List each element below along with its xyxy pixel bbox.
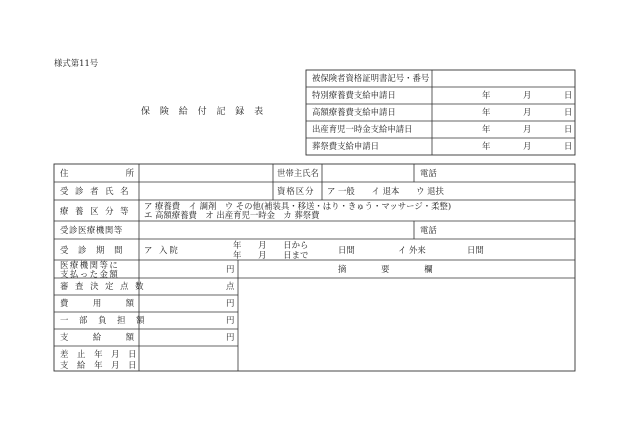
householder-label: 世帯主氏名 — [277, 168, 319, 178]
inpatient-option: ア 入院 — [144, 245, 180, 255]
care-type-options-2: エ 高額療養費 オ 出産育児一時金 カ 葬祭費 — [144, 210, 320, 220]
high-cost-day: 日 — [564, 107, 573, 117]
stop-date-label: 差 止 年 月 日 — [60, 349, 140, 359]
outpatient-days: 日間 — [467, 245, 484, 255]
payment-label: 支 給 額 — [60, 332, 134, 342]
cert-number-label: 被保険者資格証明書記号・番号 — [312, 73, 430, 83]
period-from: 年 月 日から — [233, 240, 309, 250]
cost-unit: 円 — [226, 298, 235, 308]
period-to: 年 月 日まで — [233, 250, 309, 260]
points-unit: 点 — [226, 281, 235, 291]
points-label: 審 査 決 定 点 数 — [60, 281, 146, 291]
copay-label: 一 部 負 担 額 — [60, 315, 149, 325]
facility-field[interactable] — [140, 222, 413, 238]
eligibility-label: 資格区分 — [277, 186, 315, 196]
high-cost-month: 月 — [523, 107, 532, 117]
high-cost-year: 年 — [482, 107, 491, 117]
funeral-year: 年 — [482, 141, 491, 151]
address-label: 住 所 — [60, 168, 134, 178]
pay-date-label: 支 給 年 月 日 — [60, 360, 140, 370]
special-care-month: 月 — [523, 90, 532, 100]
high-cost-date-label: 高額療養費支給申請日 — [312, 107, 396, 117]
remarks-label: 摘 要 欄 — [338, 264, 439, 274]
funeral-day: 日 — [564, 141, 573, 151]
childbirth-month: 月 — [523, 124, 532, 134]
funeral-date-label: 葬祭費支給申請日 — [312, 141, 379, 151]
patient-name-field[interactable] — [140, 183, 272, 199]
inpatient-days: 日間 — [338, 245, 355, 255]
care-type-options-1: ア 療養費 イ 調剤 ウ その他(補装具・移送・はり・きゅう・マッサージ・柔整) — [144, 201, 452, 211]
payment-unit: 円 — [226, 332, 235, 342]
childbirth-date-label: 出産育児一時金支給申請日 — [312, 124, 413, 134]
householder-field[interactable] — [323, 165, 413, 181]
cost-label: 費 用 額 — [60, 298, 134, 308]
paid-amount-label-2: 支払った金額 — [60, 269, 120, 279]
funeral-month: 月 — [523, 141, 532, 151]
cert-number-field[interactable] — [433, 71, 574, 86]
facility-phone-label: 電話 — [420, 225, 437, 235]
householder-phone-label: 電話 — [420, 168, 437, 178]
special-care-date-label: 特別療養費支給申請日 — [312, 90, 396, 100]
patient-name-label: 受 診 者 氏 名 — [60, 186, 131, 196]
eligibility-options: ア 一般 イ 退本 ウ 退扶 — [327, 186, 444, 196]
care-type-label: 療 養 区 分 等 — [60, 206, 131, 216]
period-label: 受 診 期 間 — [60, 245, 126, 255]
outpatient-option: イ 外来 — [398, 245, 426, 255]
facility-label: 受診医療機関等 — [60, 225, 123, 235]
paid-amount-label-1: 医療機関等に — [60, 260, 120, 270]
special-care-year: 年 — [482, 90, 491, 100]
childbirth-year: 年 — [482, 124, 491, 134]
childbirth-day: 日 — [564, 124, 573, 134]
copay-unit: 円 — [226, 315, 235, 325]
address-field[interactable] — [140, 165, 272, 181]
special-care-day: 日 — [564, 90, 573, 100]
form-number: 様式第11号 — [54, 58, 99, 68]
remarks-field[interactable] — [239, 279, 574, 370]
paid-amount-unit: 円 — [226, 264, 235, 274]
form-title: 保 険 給 付 記 録 表 — [141, 107, 267, 117]
